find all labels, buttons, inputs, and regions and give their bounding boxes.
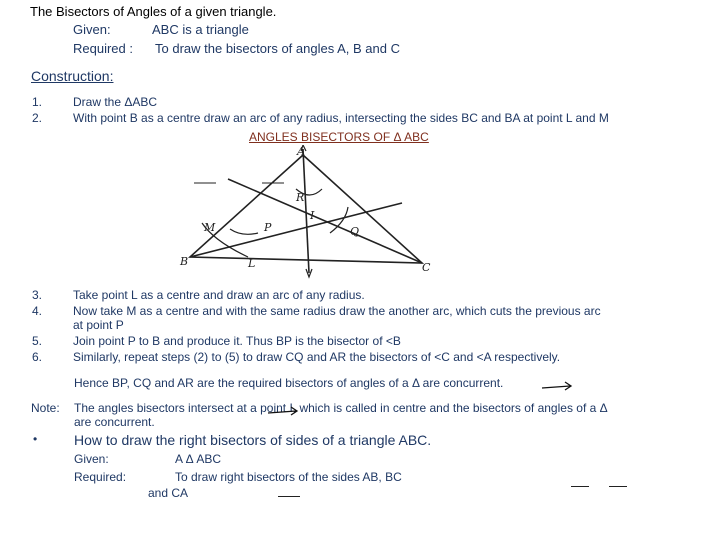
figure-title: ANGLES BISECTORS OF Δ ABC [249,130,429,144]
step-number: 2. [32,111,43,125]
label-r: R [296,191,305,204]
note-line2: are concurrent. [74,415,155,429]
section-heading: How to draw the right bisectors of sides of a triangle ABC. [74,432,432,448]
note-line1: The angles bisectors intersect at a point I, which is called in centre and the bisectors of angles of a Δ [74,401,608,415]
step-text: With point B as a centre draw an arc of any radius, intersecting the sides BC and BA at point L and M [73,111,609,125]
step-number: 6. [32,350,43,364]
given-label-2: Given: [74,452,109,466]
required-value-continued: and CA [148,486,189,500]
overbar-line [278,496,300,497]
step-number: 1. [32,95,43,109]
label-l: L [248,257,256,270]
required-value-2: To draw right bisectors of the sides AB, BC [175,470,402,484]
hence-statement: Hence BP, CQ and AR are the required bisectors of angles of a Δ are concurrent. [74,376,504,390]
given-value-2: A Δ ABC [175,452,222,466]
step-number: 3. [32,288,43,302]
arrow-right-icon [266,403,300,417]
step-text: Draw the ΔABC [73,95,158,109]
required-label-2: Required: [74,470,127,484]
step-text-continued: at point P [73,318,124,332]
triangle-figure [170,145,460,280]
bullet: • [33,432,38,446]
label-a: A [297,145,305,158]
step-number: 5. [32,334,43,348]
step-text: Join point P to B and produce it. Thus BP is the bisector of <B [73,334,401,348]
step-text: Now take M as a centre and with the same radius draw the another arc, which cuts the previous arc [73,304,601,318]
given-value: ABC is a triangle [152,22,249,37]
label-p: P [264,221,272,234]
label-m: M [204,221,216,234]
construction-heading: Construction: [31,68,114,84]
label-i: I [310,209,315,222]
step-text: Take point L as a centre and draw an arc of any radius. [73,288,365,302]
overbar-line [571,486,589,487]
arrow-right-icon [540,378,574,392]
required-label: Required : [73,41,133,56]
label-c: C [422,261,431,274]
page-title: The Bisectors of Angles of a given triangle. [30,4,277,19]
label-b: B [180,255,189,268]
note-label: Note: [31,401,60,415]
label-q: Q [350,225,360,238]
required-value: To draw the bisectors of angles A, B and C [155,41,400,56]
given-label: Given: [73,22,111,37]
step-text: Similarly, repeat steps (2) to (5) to draw CQ and AR the bisectors of <C and <A respectively. [73,350,561,364]
overbar-line [609,486,627,487]
step-number: 4. [32,304,43,318]
